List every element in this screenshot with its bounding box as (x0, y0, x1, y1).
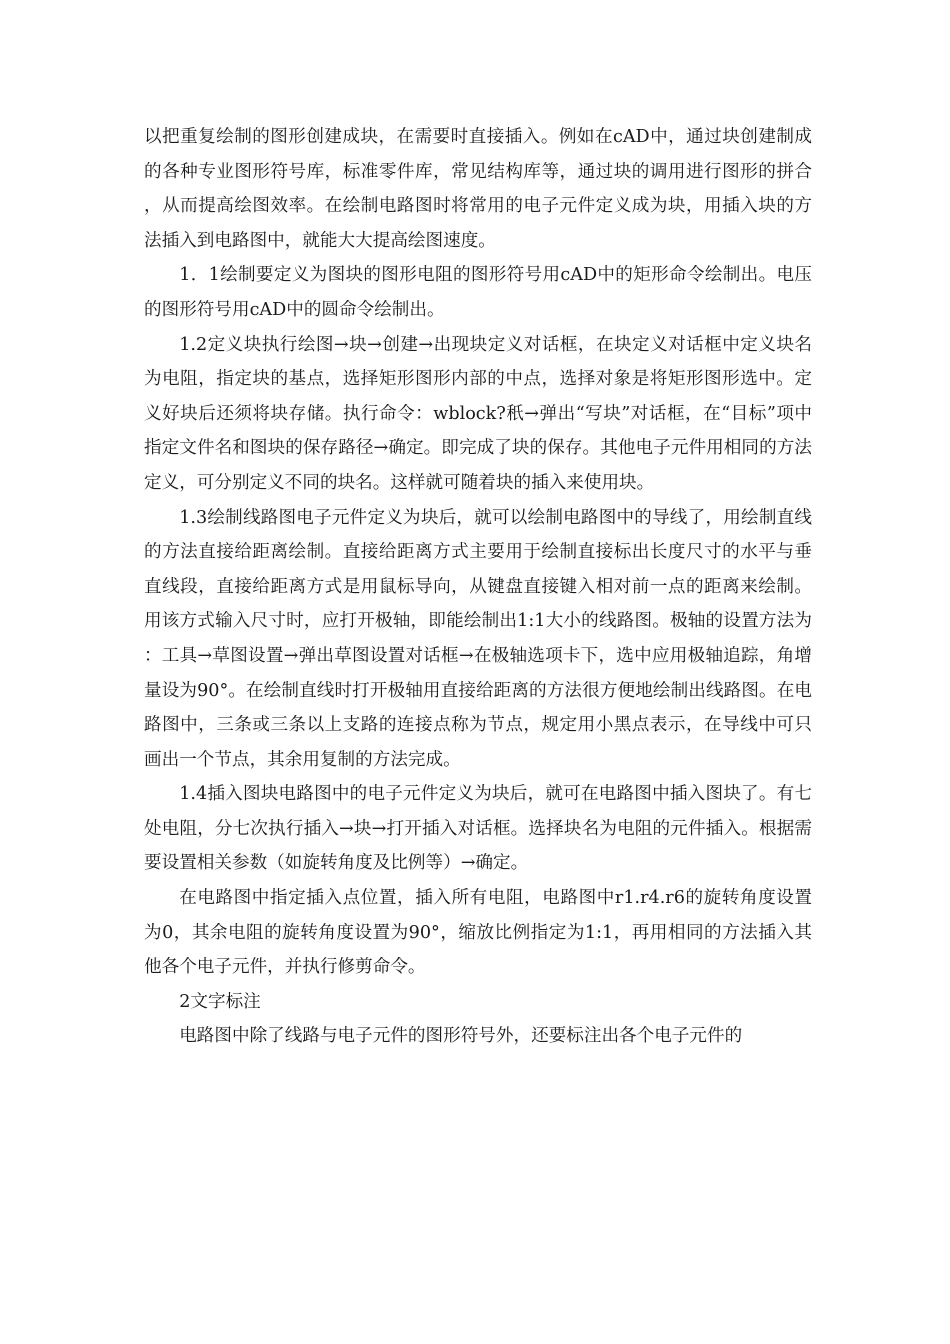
paragraph-insert-point: 在电路图中指定插入点位置，插入所有电阻，电路图中r1.r4.r6的旋转角度设置为0，其余电阻的旋转角度设置为90°，缩放比例指定为1:1，再用相同的方法插入其他各个电子元件，并执行修剪命令。 (144, 888, 812, 978)
document-body (144, 120, 812, 1054)
section-heading-text-annotation: 2文字标注 (179, 991, 261, 1012)
paragraph-1-2: 1.2定义块执行绘图→块→创建→出现块定义对话框，在块定义对话框中定义块名为电阻，指定块的基点，选择矩形图形内部的中点，选择对象是将矩形图形选中。定义好块后还须将块存储。执行命令：wblock?秖→弹出“写块”对话框，在“目标”项中指定文件名和图块的保存路径→确定。即完成了块的保存。其他电子元件用相同的方法定义，可分别定义不同的块名。这样就可随着块的插入来使用块。 (144, 334, 812, 493)
paragraph-1-1: 1．1绘制要定义为图块的图形电阻的图形符号用cAD中的矩形命令绘制出。电压的图形符号用cAD中的圆命令绘制出。 (144, 265, 812, 320)
paragraph-annotation: 电路图中除了线路与电子元件的图形符号外，还要标注出各个电子元件的 (179, 1026, 743, 1047)
paragraph-intro: 以把重复绘制的图形创建成块，在需要时直接插入。例如在cAD中，通过块创建制成的各种专业图形符号库，标准零件库，常见结构库等，通过块的调用进行图形的拼合，从而提高绘图效率。在绘制电路图时将常用的电子元件定义成为块，用插入块的方法插入到电路图中，就能大大提高绘图速度。 (144, 127, 812, 251)
paragraph-1-3: 1.3绘制线路图电子元件定义为块后，就可以绘制电路图中的导线了，用绘制直线的方法直接给距离绘制。直接给距离方式主要用于绘制直接标出长度尺寸的水平与垂直线段，直接给距离方式是用鼠标导向，从键盘直接键入相对前一点的距离来绘制。用该方式输入尺寸时，应打开极轴，即能绘制出1:1大小的线路图。极轴的设置方法为：工具→草图设置→弹出草图设置对话框→在极轴选项卡下，选中应用极轴追踪，角增量设为90°。在绘制直线时打开极轴用直接给距离的方法很方便地绘制出线路图。在电路图中，三条或三条以上支路的连接点称为节点，规定用小黑点表示，在导线中可只画出一个节点，其余用复制的方法完成。 (144, 507, 812, 770)
paragraph-1-4: 1.4插入图块电路图中的电子元件定义为块后，就可在电路图中插入图块了。有七处电阻，分七次执行插入→块→打开插入对话框。选择块名为电阻的元件插入。根据需要设置相关参数（如旋转角度及比例等）→确定。 (144, 784, 812, 874)
